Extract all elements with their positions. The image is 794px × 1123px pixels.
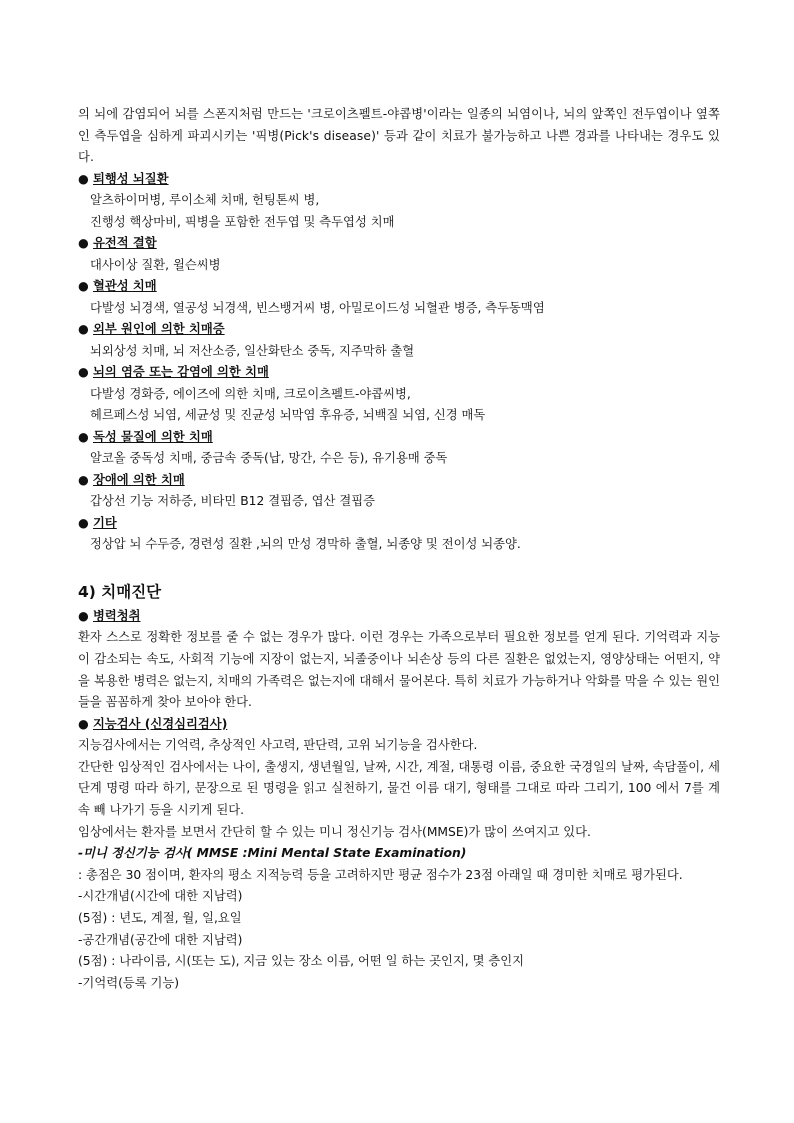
- category-line: 대사이상 질환, 윌슨씨병: [90, 257, 221, 272]
- history-paragraph: 환자 스스로 정확한 정보를 줄 수 없는 경우가 많다. 이런 경우는 가족으로부터 필요한 정보를 얻게 된다. 기억력과 지능이 감소되는 속도, 사회적 기능에 지장이 없는지, 뇌졸중이나 뇌손상 등의 다른 질환은 없었는지, 영양상태는 어떤지, 약을 복용한 병력은 없는지, 치매의 가족력은 없는지에 대해서 물어본다. 특히 치료가 가능하거나 악화를 막을 수 있는 원인들을 꼼꼼하게 찾아 보아야 한다.: [78, 630, 720, 710]
- category-line: 뇌외상성 치매, 뇌 저산소증, 일산화탄소 중독, 지주막하 출혈: [90, 343, 415, 358]
- category-heading: [78, 470, 720, 491]
- category-heading: [78, 362, 720, 383]
- bullet-icon: ●: [78, 716, 89, 731]
- bullet-icon: ●: [78, 279, 89, 294]
- history-title: 병력청취: [93, 608, 141, 623]
- category-title: 퇴행성 뇌질환: [93, 171, 169, 186]
- mmse-line: -공간개념(공간에 대한 지남력): [78, 932, 243, 947]
- bullet-icon: ●: [78, 608, 89, 623]
- bullet-icon: ●: [78, 429, 89, 444]
- category-line: 정상압 뇌 수두증, 경련성 질환 ,뇌의 만성 경막하 출혈, 뇌종양 및 전이성 뇌종양.: [90, 537, 521, 552]
- category-line: 다발성 뇌경색, 열공성 뇌경색, 빈스뱅거씨 병, 아밀로이드성 뇌혈관 병증, 측두동맥염: [90, 300, 545, 315]
- category-title: 독성 물질에 의한 치매: [93, 429, 213, 444]
- test-paragraph: 간단한 임상적인 검사에서는 나이, 출생지, 생년월일, 날짜, 시간, 계절, 대통령 이름, 중요한 국경일의 날짜, 속담풀이, 세 단계 명령 따라 하기, 문장으로 된 명령을 읽고 실천하기, 물건 이름 대기, 형태를 그대로 따라 그리기, 100 에서 7를 계속 빼 나가기 등을 시키게 된다.: [78, 759, 720, 817]
- category-heading: [78, 427, 720, 448]
- bullet-icon: ●: [78, 236, 89, 251]
- intro-paragraph: 의 뇌에 감염되어 뇌를 스폰지처럼 만드는 '크로이츠펠트-야콥병'이라는 일종의 뇌염이나, 뇌의 앞쪽인 전두엽이나 옆쪽인 측두엽을 심하게 파괴시키는 '픽병(Pick's disease)' 등과 같이 치료가 불가능하고 나쁜 경과를 나타내는 경우도 있다.: [78, 107, 720, 165]
- test-paragraph: 임상에서는 환자를 보면서 간단히 할 수 있는 미니 정신기능 검사(MMSE)가 많이 쓰여지고 있다.: [78, 824, 591, 839]
- section-heading: 4) 치매진단: [78, 582, 162, 601]
- category-title: 외부 원인에 의한 치매증: [93, 322, 225, 337]
- category-title: 유전적 결함: [93, 236, 157, 251]
- category-line: 헤르페스성 뇌염, 세균성 및 진균성 뇌막염 후유증, 뇌백질 뇌염, 신경 매독: [90, 408, 486, 423]
- category-line: 알츠하이머병, 루이소체 치매, 헌팅톤씨 병,: [90, 193, 320, 208]
- category-heading: [78, 276, 720, 297]
- category-heading: [78, 233, 720, 254]
- mmse-description: : 총점은 30 점이며, 환자의 평소 지적능력 등을 고려하지만 평균 점수가 23점 아래일 때 경미한 치매로 평가된다.: [78, 867, 683, 882]
- mmse-line: -기억력(등록 기능): [78, 975, 180, 990]
- mmse-title: -미니 정신기능 검사( MMSE :Mini Mental State Examination): [78, 846, 467, 861]
- bullet-icon: ●: [78, 515, 89, 530]
- category-title: 뇌의 염증 또는 감염에 의한 치매: [93, 365, 269, 380]
- category-block: [78, 276, 720, 319]
- bullet-icon: ●: [78, 472, 89, 487]
- category-block: [78, 233, 720, 276]
- test-heading: [78, 714, 720, 735]
- bullet-icon: ●: [78, 365, 89, 380]
- category-block: [78, 513, 720, 556]
- bullet-icon: ●: [78, 171, 89, 186]
- test-title: 지능검사 (신경심리검사): [93, 716, 228, 731]
- category-heading: [78, 319, 720, 340]
- mmse-line: -시간개념(시간에 대한 지남력): [78, 889, 243, 904]
- category-line: 진행성 핵상마비, 픽병을 포함한 전두엽 및 측두엽성 치매: [90, 214, 395, 229]
- bullet-icon: ●: [78, 322, 89, 337]
- category-line: 다발성 경화증, 에이즈에 의한 치매, 크로이츠펠트-야콥씨병,: [90, 386, 411, 401]
- category-block: [78, 362, 720, 427]
- document-page: [78, 104, 720, 994]
- test-paragraph: 지능검사에서는 기억력, 추상적인 사고력, 판단력, 고위 뇌기능을 검사한다.: [78, 738, 478, 753]
- mmse-line: (5점) : 년도, 계절, 월, 일,요일: [78, 910, 242, 925]
- category-title: 기타: [93, 515, 117, 530]
- category-heading: [78, 513, 720, 534]
- category-line: 알코올 중독성 치매, 중금속 중독(납, 망간, 수은 등), 유기용매 중독: [90, 451, 448, 466]
- category-block: [78, 319, 720, 362]
- mmse-line: (5점) : 나라이름, 시(또는 도), 지금 있는 장소 이름, 어떤 일 하는 곳인지, 몇 층인지: [78, 954, 525, 969]
- category-line: 갑상선 기능 저하증, 비타민 B12 결핍증, 엽산 결핍증: [90, 494, 375, 509]
- category-title: 장애에 의한 치매: [93, 472, 185, 487]
- dementia-categories: [78, 169, 720, 556]
- category-block: [78, 427, 720, 470]
- category-heading: [78, 169, 720, 190]
- category-block: [78, 470, 720, 513]
- category-block: [78, 169, 720, 234]
- history-heading: [78, 606, 720, 627]
- category-title: 혈관성 치매: [93, 279, 157, 294]
